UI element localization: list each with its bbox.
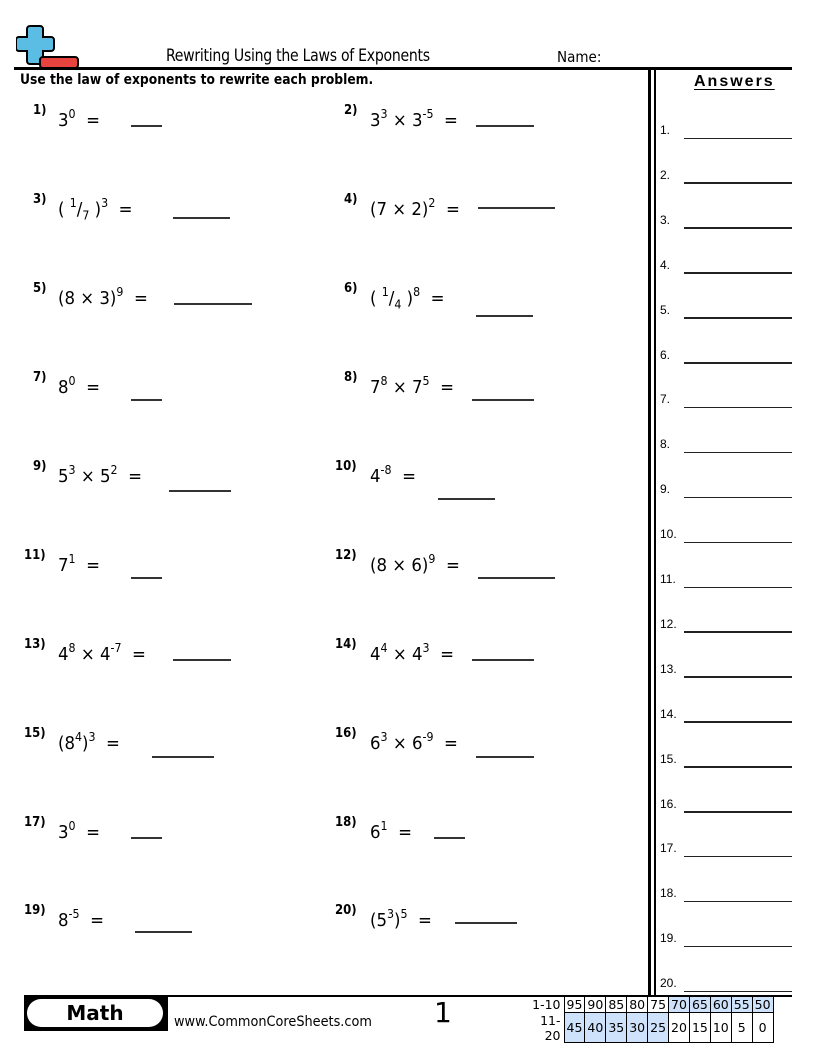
score-cell: 20: [669, 1013, 690, 1043]
answer-blank[interactable]: [476, 315, 533, 317]
answer-blank[interactable]: [478, 207, 555, 209]
answer-number: 4.: [660, 257, 671, 272]
answer-line[interactable]: [684, 138, 792, 140]
answer-row-15: [660, 748, 792, 768]
problem-number: 1): [33, 103, 47, 118]
answer-row-14: [660, 703, 792, 723]
instructions: Use the law of exponents to rewrite each problem.: [20, 72, 374, 88]
answer-row-8: [660, 433, 792, 453]
problem-number: 11): [24, 548, 46, 563]
problem-14: [335, 637, 635, 677]
answer-blank[interactable]: [478, 577, 555, 579]
worksheet-title: Rewriting Using the Laws of Exponents: [166, 46, 430, 66]
answer-blank[interactable]: [169, 490, 231, 492]
answer-blank[interactable]: [135, 931, 192, 933]
problem-3: [24, 192, 324, 232]
problem-number: 13): [24, 637, 46, 652]
score-cell: 65: [689, 997, 710, 1013]
answer-line[interactable]: [684, 631, 792, 633]
answer-line[interactable]: [684, 901, 792, 903]
score-cell: 85: [606, 997, 627, 1013]
answer-number: 10.: [660, 527, 677, 542]
problem-16: [335, 726, 635, 766]
answer-number: 3.: [660, 212, 671, 227]
answer-row-19: [660, 927, 792, 947]
header-divider: [14, 67, 792, 70]
answer-row-9: [660, 478, 792, 498]
page-number: 1: [434, 996, 452, 1029]
answer-number: 14.: [660, 706, 677, 721]
answer-blank[interactable]: [455, 922, 517, 924]
score-cell: 60: [710, 997, 731, 1013]
name-label: Name:: [557, 48, 602, 66]
problem-expression: $4^4 \times 4^3$ =: [370, 641, 454, 665]
problem-number: 10): [335, 459, 357, 474]
score-cell: 15: [689, 1013, 710, 1043]
problem-6: [335, 281, 635, 321]
answer-blank[interactable]: [173, 217, 230, 219]
answer-row-12: [660, 613, 792, 633]
answer-number: 6.: [660, 347, 671, 362]
problem-number: 3): [33, 192, 47, 207]
answer-line[interactable]: [684, 272, 792, 274]
problem-expression: $3^0$ =: [58, 107, 100, 131]
answer-line[interactable]: [684, 182, 792, 184]
score-row-label: 11-20: [540, 1012, 561, 1043]
problem-18: [335, 815, 635, 855]
answer-row-16: [660, 793, 792, 813]
answer-number: 20.: [660, 976, 677, 991]
answer-number: 8.: [660, 437, 671, 452]
problem-number: 8): [344, 370, 358, 385]
answer-number: 1.: [660, 123, 671, 137]
problem-11: [24, 548, 324, 588]
problem-expression: $6^1$ =: [370, 819, 412, 843]
column-divider: [648, 68, 651, 996]
problem-expression: $7^8 \times 7^5$ =: [370, 374, 454, 398]
answer-row-4: [660, 254, 792, 274]
problem-expression: $(8 \times 6)^9$ =: [370, 552, 460, 576]
subject-badge: [24, 996, 168, 1031]
problem-expression: $4^8 \times 4^{-7}$ =: [58, 641, 146, 665]
problem-expression: $8^0$ =: [58, 374, 100, 398]
problem-expression: $6^3 \times 6^{-9}$ =: [370, 730, 458, 754]
problem-19: [24, 903, 324, 943]
problem-8: [335, 370, 635, 410]
answer-number: 11.: [660, 572, 676, 586]
problem-number: 2): [344, 103, 358, 118]
problem-15: [24, 726, 324, 766]
answer-line[interactable]: [684, 452, 792, 454]
answer-row-10: [660, 523, 792, 543]
score-cell: 35: [606, 1013, 627, 1043]
problem-10: [335, 459, 635, 499]
problem-9: [24, 459, 324, 499]
problem-number: 20): [335, 903, 357, 918]
answer-blank[interactable]: [131, 399, 162, 401]
score-cell: 70: [669, 997, 690, 1013]
problem-expression: $7^1$ =: [58, 552, 100, 576]
answer-blank[interactable]: [131, 837, 162, 839]
answer-blank[interactable]: [438, 498, 495, 500]
problem-13: [24, 637, 324, 677]
answer-blank[interactable]: [434, 837, 465, 839]
score-cell: 45: [564, 1013, 585, 1043]
score-row-label: 1-10: [532, 997, 561, 1012]
answer-line[interactable]: [684, 407, 792, 409]
answer-row-3: [660, 209, 792, 229]
problem-expression: $(8 \times 3)^9$ =: [58, 285, 148, 309]
problem-4: [335, 192, 635, 232]
answer-row-17: [660, 837, 792, 857]
problem-number: 14): [335, 637, 357, 652]
answer-blank[interactable]: [173, 659, 231, 661]
answers-heading: Answers: [694, 73, 775, 90]
problem-expression: $3^3 \times 3^{-5}$ =: [370, 107, 458, 131]
answer-row-5: [660, 299, 792, 319]
score-cell: 5: [731, 1013, 752, 1043]
answer-blank[interactable]: [131, 577, 162, 579]
score-cell: 30: [627, 1013, 648, 1043]
score-cell: 10: [710, 1013, 731, 1043]
problem-number: 9): [33, 459, 47, 474]
answer-row-6: [660, 344, 792, 364]
problem-expression: $(8^4)^3$ =: [58, 730, 120, 754]
answer-line[interactable]: [684, 317, 792, 319]
problem-7: [24, 370, 324, 410]
answer-blank[interactable]: [152, 756, 214, 758]
answer-number: 12.: [660, 616, 677, 631]
answer-number: 19.: [660, 931, 677, 946]
problem-2: [335, 103, 635, 143]
answer-line[interactable]: [684, 362, 792, 364]
score-row: [526, 1013, 773, 1043]
problem-number: 19): [24, 903, 46, 918]
answer-number: 5.: [660, 302, 671, 317]
score-row: [526, 997, 773, 1013]
answer-row-7: [660, 388, 792, 408]
answer-line[interactable]: [684, 676, 792, 678]
problem-expression: $(7 \times 2)^2$ =: [370, 196, 460, 220]
problem-expression: $(5^3)^5$ =: [370, 907, 432, 931]
problem-20: [335, 903, 635, 943]
score-cell: 40: [585, 1013, 606, 1043]
score-cell: 95: [564, 997, 585, 1013]
answer-row-2: [660, 164, 792, 184]
answer-number: 16.: [660, 796, 677, 811]
answer-number: 18.: [660, 886, 677, 901]
score-cell: 25: [648, 1013, 669, 1043]
answer-line[interactable]: [684, 542, 792, 544]
answer-number: 9.: [660, 482, 671, 497]
problem-expression: ( $^1/_4$ )$^8$ =: [370, 285, 445, 312]
answer-row-13: [660, 658, 792, 678]
answer-number: 7.: [660, 392, 671, 407]
answer-blank[interactable]: [472, 659, 534, 661]
problem-number: 12): [335, 548, 357, 563]
problem-expression: $5^3 \times 5^2$ =: [58, 463, 142, 487]
score-cell: 90: [585, 997, 606, 1013]
problem-expression: $8^{-5}$ =: [58, 907, 104, 931]
score-cell: 50: [752, 997, 773, 1013]
problem-number: 15): [24, 726, 46, 741]
problem-expression: $4^{-8}$ =: [370, 463, 416, 487]
answer-row-18: [660, 882, 792, 902]
column-divider: [654, 68, 656, 996]
answer-blank[interactable]: [476, 125, 534, 127]
answer-line[interactable]: [684, 227, 792, 229]
problem-number: 18): [335, 815, 357, 830]
score-cell: 55: [731, 997, 752, 1013]
problem-number: 7): [33, 370, 47, 385]
problem-number: 17): [24, 815, 46, 830]
answer-number: 17.: [660, 841, 677, 856]
score-cell: 0: [752, 1013, 773, 1043]
answer-row-1: [660, 119, 792, 139]
answer-line[interactable]: [684, 497, 792, 499]
answer-number: 2.: [660, 167, 671, 182]
problem-number: 16): [335, 726, 357, 741]
problem-expression: $3^0$ =: [58, 819, 100, 843]
problem-17: [24, 815, 324, 855]
answer-blank[interactable]: [476, 756, 534, 758]
answer-line[interactable]: [684, 856, 792, 858]
answer-row-20: [660, 972, 792, 992]
answer-line[interactable]: [684, 766, 792, 768]
answer-line[interactable]: [684, 721, 792, 723]
problem-1: [24, 103, 324, 143]
problem-number: 6): [344, 281, 358, 296]
problem-number: 4): [344, 192, 358, 207]
score-cell: 75: [648, 997, 669, 1013]
answer-blank[interactable]: [174, 303, 252, 305]
answer-number: 15.: [660, 751, 677, 766]
problem-12: [335, 548, 635, 588]
score-cell: 80: [627, 997, 648, 1013]
answer-line[interactable]: [684, 811, 792, 813]
answer-line[interactable]: [684, 991, 792, 993]
problem-5: [24, 281, 324, 321]
problem-expression: ( $^1/_7$ )$^3$ =: [58, 196, 133, 223]
answer-line[interactable]: [684, 587, 792, 589]
answer-row-11: [660, 568, 792, 588]
answer-number: 13.: [660, 661, 677, 676]
answer-line[interactable]: [684, 946, 792, 948]
score-table: [526, 996, 774, 1043]
logo-plus-minus-icon: [16, 22, 80, 70]
problem-number: 5): [33, 281, 47, 296]
answer-blank[interactable]: [131, 125, 162, 127]
answer-blank[interactable]: [472, 399, 534, 401]
subject-label: Math: [27, 999, 163, 1027]
website-link[interactable]: www.CommonCoreSheets.com: [174, 1014, 372, 1030]
